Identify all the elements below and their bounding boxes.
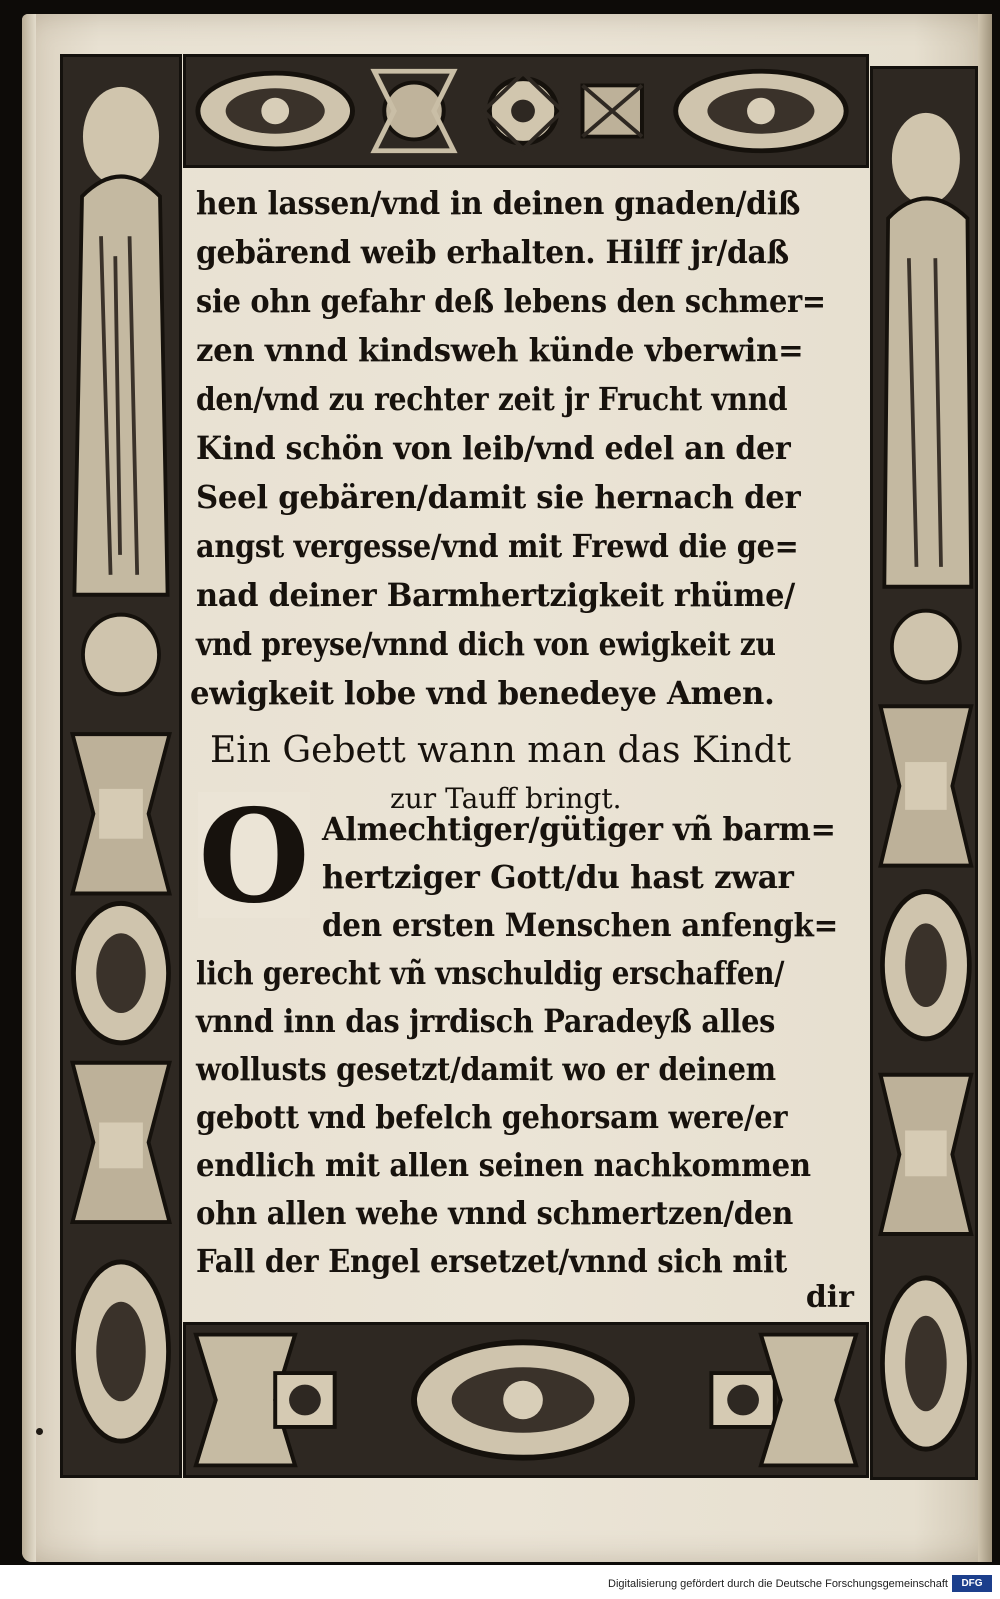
text-line: Kind schön von leib/vnd edel an der [196,429,791,467]
ornament-top-pattern [186,57,866,165]
text-line: lich gerecht vñ vnschuldig erschaffen/ [196,954,785,992]
text-line: den/vnd zu rechter zeit jr Frucht vnnd [196,380,788,418]
prayer-subheading: zur Tauff bringt. [390,782,622,815]
catchword: dir [805,1280,854,1315]
page-right-edge [978,14,992,1562]
ink-dot [36,1428,43,1435]
text-line: ohn allen wehe vnnd schmertzen/den [196,1194,794,1232]
text-block [190,170,862,1320]
footer-bar [0,1568,1000,1599]
text-line: angst vergesse/vnd mit Frewd die ge= [196,527,799,565]
text-line: Fall der Engel ersetzet/vnnd sich mit [196,1242,787,1280]
text-line: gebott vnd befelch gehorsam were/er [196,1098,788,1136]
ornament-left-pattern [63,57,179,1475]
text-line: gebärend weib erhalten. Hilff jr/daß [196,233,789,271]
dfg-logo: DFG [952,1575,992,1592]
text-line: den ersten Menschen anfengk= [322,906,838,944]
woodcut-border-top [183,54,869,168]
page-spine-edge [22,14,36,1562]
text-line: ewigkeit lobe vnd benedeye Amen. [190,674,775,712]
decorated-initial [198,782,310,932]
text-line: endlich mit allen seinen nachkommen [196,1146,811,1184]
text-line: Almechtiger/gütiger vñ barm= [322,810,836,848]
text-line: zen vnnd kindsweh künde vberwin= [196,331,804,369]
woodcut-border-bottom [183,1322,869,1478]
prayer-heading: Ein Gebett wann man das Kindt [210,730,792,771]
text-line: nad deiner Barmhertzigkeit rhüme/ [196,576,795,614]
text-line: hen lassen/vnd in deinen gnaden/diß [196,184,801,222]
footer-credit: Digitalisierung gefördert durch die Deutsche Forschungsgemeinschaft [608,1578,948,1590]
ornament-right-pattern [873,69,975,1477]
text-line: hertziger Gott/du hast zwar [322,858,794,896]
initial-letter: O [198,782,310,932]
ornament-bottom-pattern [186,1325,866,1475]
woodcut-border-right [870,66,978,1480]
text-line: sie ohn gefahr deß lebens den schmer= [196,282,826,320]
woodcut-border-left [60,54,182,1478]
text-line: vnnd inn das jrrdisch Paradeyß alles [196,1002,776,1040]
text-line: vnd preyse/vnnd dich von ewigkeit zu [196,625,776,663]
text-line: Seel gebären/damit sie hernach der [196,478,801,516]
text-line: wollusts gesetzt/damit wo er deinem [196,1050,776,1088]
